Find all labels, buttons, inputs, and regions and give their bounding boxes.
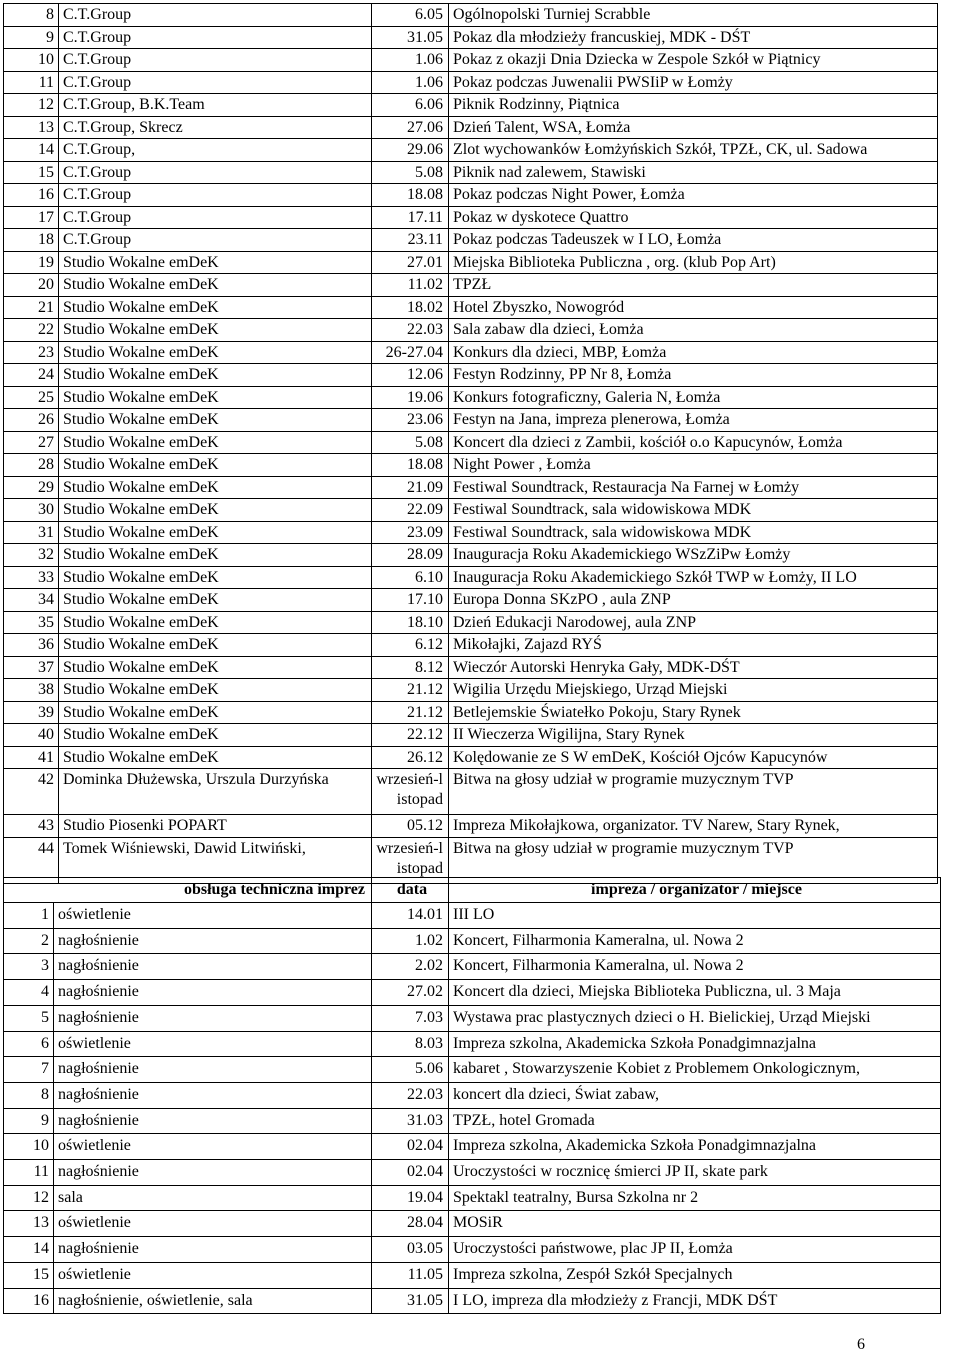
service-cell: nagłośnienie xyxy=(54,1108,372,1134)
row-number: 20 xyxy=(4,274,59,297)
row-number: 42 xyxy=(4,769,59,815)
performer-cell: Studio Wokalne emDeK xyxy=(59,679,372,702)
table-row xyxy=(4,544,938,567)
row-number: 17 xyxy=(4,206,59,229)
performer-cell: Studio Piosenki POPART xyxy=(59,815,372,838)
date-cell: 27.01 xyxy=(372,251,449,274)
service-cell: nagłośnienie xyxy=(54,1237,372,1263)
table-row xyxy=(4,386,938,409)
performer-cell: Studio Wokalne emDeK xyxy=(59,319,372,342)
event-cell: Spektakl teatralny, Bursa Szkolna nr 2 xyxy=(449,1185,941,1211)
row-number: 39 xyxy=(4,701,59,724)
row-number: 33 xyxy=(4,566,59,589)
row-number: 23 xyxy=(4,341,59,364)
performer-cell: Studio Wokalne emDeK xyxy=(59,476,372,499)
date-cell: 11.02 xyxy=(372,274,449,297)
event-cell: Pokaz podczas Tadeuszek w I LO, Łomża xyxy=(449,229,938,252)
event-cell: Europa Donna SKzPO , aula ZNP xyxy=(449,589,938,612)
event-cell: Uroczystości w rocznicę śmierci JP II, skate park xyxy=(449,1160,941,1186)
row-number: 14 xyxy=(4,139,59,162)
date-cell: 18.10 xyxy=(372,611,449,634)
row-number: 44 xyxy=(4,837,59,883)
row-number: 14 xyxy=(4,1237,54,1263)
date-cell: 6.06 xyxy=(372,94,449,117)
event-cell: Piknik Rodzinny, Piątnica xyxy=(449,94,938,117)
performer-cell: C.T.Group xyxy=(59,71,372,94)
row-number: 4 xyxy=(4,980,54,1006)
service-cell: nagłośnienie, oświetlenie, sala xyxy=(54,1288,372,1314)
date-cell: 05.12 xyxy=(372,815,449,838)
date-cell: 31.05 xyxy=(372,1288,449,1314)
row-number: 38 xyxy=(4,679,59,702)
performer-cell: C.T.Group xyxy=(59,229,372,252)
technical-services-table xyxy=(3,877,941,1314)
date-cell: 29.06 xyxy=(372,139,449,162)
row-number: 15 xyxy=(4,1262,54,1288)
performer-cell: Studio Wokalne emDeK xyxy=(59,431,372,454)
date-cell: 03.05 xyxy=(372,1237,449,1263)
table-row xyxy=(4,701,938,724)
performer-cell: C.T.Group xyxy=(59,184,372,207)
row-number: 11 xyxy=(4,71,59,94)
performer-cell: Studio Wokalne emDeK xyxy=(59,386,372,409)
row-number: 9 xyxy=(4,1108,54,1134)
event-cell: Night Power , Łomża xyxy=(449,454,938,477)
performer-cell: Studio Wokalne emDeK xyxy=(59,409,372,432)
date-cell: 17.10 xyxy=(372,589,449,612)
date-cell: wrzesień-l istopad xyxy=(372,769,449,815)
table-row xyxy=(4,1108,941,1134)
date-cell: 6.12 xyxy=(372,634,449,657)
performer-cell: Studio Wokalne emDeK xyxy=(59,589,372,612)
table-row xyxy=(4,656,938,679)
performer-cell: Studio Wokalne emDeK xyxy=(59,656,372,679)
date-cell: 31.05 xyxy=(372,26,449,49)
performer-cell: Tomek Wiśniewski, Dawid Litwiński, xyxy=(59,837,372,883)
date-cell: 18.08 xyxy=(372,184,449,207)
table-row xyxy=(4,634,938,657)
date-cell: 18.08 xyxy=(372,454,449,477)
event-cell: Betlejemskie Światełko Pokoju, Stary Rynek xyxy=(449,701,938,724)
row-number: 8 xyxy=(4,1082,54,1108)
event-cell: Festiwal Soundtrack, Restauracja Na Farnej w Łomży xyxy=(449,476,938,499)
event-cell: Impreza szkolna, Akademicka Szkoła Ponadgimnazjalna xyxy=(449,1031,941,1057)
events-table xyxy=(3,3,938,884)
date-cell: 27.02 xyxy=(372,980,449,1006)
row-number: 29 xyxy=(4,476,59,499)
performer-cell: Studio Wokalne emDeK xyxy=(59,364,372,387)
table-row xyxy=(4,566,938,589)
table-row xyxy=(4,1237,941,1263)
service-cell: nagłośnienie xyxy=(54,928,372,954)
row-number: 3 xyxy=(4,954,54,980)
event-cell: Pokaz podczas Juwenalii PWSIiP w Łomży xyxy=(449,71,938,94)
date-cell: 23.11 xyxy=(372,229,449,252)
service-cell: sala xyxy=(54,1185,372,1211)
date-cell: 14.01 xyxy=(372,903,449,929)
table-row xyxy=(4,26,938,49)
event-cell: II Wieczerza Wigilijna, Stary Rynek xyxy=(449,724,938,747)
event-cell: Impreza szkolna, Akademicka Szkoła Ponadgimnazjalna xyxy=(449,1134,941,1160)
header-service: obsługa techniczna imprez xyxy=(4,878,372,903)
row-number: 43 xyxy=(4,815,59,838)
table-row xyxy=(4,319,938,342)
table-row xyxy=(4,71,938,94)
event-cell: Kolędowanie ze S W emDeK, Kościół Ojców Kapucynów xyxy=(449,746,938,769)
row-number: 12 xyxy=(4,1185,54,1211)
row-number: 2 xyxy=(4,928,54,954)
service-cell: nagłośnienie xyxy=(54,954,372,980)
event-cell: Pokaz dla młodzieży francuskiej, MDK - DŚT xyxy=(449,26,938,49)
event-cell: Pokaz z okazji Dnia Dziecka w Zespole Szkół w Piątnicy xyxy=(449,49,938,72)
row-number: 27 xyxy=(4,431,59,454)
row-number: 11 xyxy=(4,1160,54,1186)
event-cell: Bitwa na głosy udział w programie muzycznym TVP xyxy=(449,769,938,815)
date-cell: 1.06 xyxy=(372,49,449,72)
row-number: 12 xyxy=(4,94,59,117)
event-cell: TPZŁ, hotel Gromada xyxy=(449,1108,941,1134)
table-row xyxy=(4,521,938,544)
performer-cell: C.T.Group xyxy=(59,49,372,72)
performer-cell: Studio Wokalne emDeK xyxy=(59,544,372,567)
service-cell: oświetlenie xyxy=(54,1262,372,1288)
event-cell: kabaret , Stowarzyszenie Kobiet z Problemem Onkologicznym, xyxy=(449,1057,941,1083)
event-cell: Koncert, Filharmonia Kameralna, ul. Nowa 2 xyxy=(449,954,941,980)
table-row xyxy=(4,1262,941,1288)
row-number: 28 xyxy=(4,454,59,477)
event-cell: Festyn Rodzinny, PP Nr 8, Łomża xyxy=(449,364,938,387)
date-cell: 02.04 xyxy=(372,1160,449,1186)
event-cell: Mikołajki, Zajazd RYŚ xyxy=(449,634,938,657)
date-cell: 1.06 xyxy=(372,71,449,94)
row-number: 21 xyxy=(4,296,59,319)
date-cell: 28.04 xyxy=(372,1211,449,1237)
performer-cell: C.T.Group, B.K.Team xyxy=(59,94,372,117)
table-row xyxy=(4,161,938,184)
date-cell: 26.12 xyxy=(372,746,449,769)
event-cell: Koncert dla dzieci, Miejska Biblioteka Publiczna, ul. 3 Maja xyxy=(449,980,941,1006)
performer-cell: C.T.Group xyxy=(59,206,372,229)
table-row xyxy=(4,49,938,72)
date-cell: 6.05 xyxy=(372,4,449,27)
event-cell: Wystawa prac plastycznych dzieci o H. Bielickiej, Urząd Miejski xyxy=(449,1005,941,1031)
date-cell: 21.12 xyxy=(372,679,449,702)
table-row xyxy=(4,1031,941,1057)
table-row xyxy=(4,4,938,27)
row-number: 6 xyxy=(4,1031,54,1057)
table-row xyxy=(4,1082,941,1108)
row-number: 7 xyxy=(4,1057,54,1083)
event-cell: Piknik nad zalewem, Stawiski xyxy=(449,161,938,184)
row-number: 22 xyxy=(4,319,59,342)
date-cell: 7.03 xyxy=(372,1005,449,1031)
date-cell: 2.02 xyxy=(372,954,449,980)
performer-cell: C.T.Group xyxy=(59,161,372,184)
service-cell: nagłośnienie xyxy=(54,980,372,1006)
event-cell: Dzień Edukacji Narodowej, aula ZNP xyxy=(449,611,938,634)
performer-cell: Studio Wokalne emDeK xyxy=(59,251,372,274)
table-row xyxy=(4,1211,941,1237)
event-cell: Festyn na Jana, impreza plenerowa, Łomża xyxy=(449,409,938,432)
service-cell: nagłośnienie xyxy=(54,1057,372,1083)
row-number: 13 xyxy=(4,1211,54,1237)
row-number: 30 xyxy=(4,499,59,522)
performer-cell: C.T.Group, Skrecz xyxy=(59,116,372,139)
service-cell: nagłośnienie xyxy=(54,1082,372,1108)
header-date: data xyxy=(372,878,449,903)
row-number: 18 xyxy=(4,229,59,252)
table-row xyxy=(4,116,938,139)
date-cell: 02.04 xyxy=(372,1134,449,1160)
row-number: 9 xyxy=(4,26,59,49)
event-cell: I LO, impreza dla młodzieży z Francji, MDK DŚT xyxy=(449,1288,941,1314)
date-cell: 21.09 xyxy=(372,476,449,499)
performer-cell: Studio Wokalne emDeK xyxy=(59,611,372,634)
date-cell: 11.05 xyxy=(372,1262,449,1288)
date-cell: 23.09 xyxy=(372,521,449,544)
performer-cell: Studio Wokalne emDeK xyxy=(59,296,372,319)
row-number: 13 xyxy=(4,116,59,139)
date-cell: 1.02 xyxy=(372,928,449,954)
date-cell: 26-27.04 xyxy=(372,341,449,364)
event-cell: Festiwal Soundtrack, sala widowiskowa MDK xyxy=(449,499,938,522)
event-cell: Ogólnopolski Turniej Scrabble xyxy=(449,4,938,27)
date-cell: 22.09 xyxy=(372,499,449,522)
event-cell: Sala zabaw dla dzieci, Łomża xyxy=(449,319,938,342)
table-row xyxy=(4,431,938,454)
performer-cell: Studio Wokalne emDeK xyxy=(59,341,372,364)
date-cell: 8.03 xyxy=(372,1031,449,1057)
row-number: 31 xyxy=(4,521,59,544)
event-cell: Wigilia Urzędu Miejskiego, Urząd Miejski xyxy=(449,679,938,702)
date-cell: 8.12 xyxy=(372,656,449,679)
row-number: 10 xyxy=(4,1134,54,1160)
event-cell: Impreza Mikołajkowa, organizator. TV Narew, Stary Rynek, xyxy=(449,815,938,838)
table-row xyxy=(4,1005,941,1031)
table-row xyxy=(4,679,938,702)
performer-cell: Studio Wokalne emDeK xyxy=(59,274,372,297)
row-number: 1 xyxy=(4,903,54,929)
date-cell: 23.06 xyxy=(372,409,449,432)
event-cell: TPZŁ xyxy=(449,274,938,297)
table-row xyxy=(4,296,938,319)
event-cell: koncert dla dzieci, Świat zabaw, xyxy=(449,1082,941,1108)
row-number: 8 xyxy=(4,4,59,27)
table-row xyxy=(4,1185,941,1211)
date-cell: 5.08 xyxy=(372,431,449,454)
table-row xyxy=(4,1057,941,1083)
table-row xyxy=(4,94,938,117)
event-cell: Pokaz podczas Night Power, Łomża xyxy=(449,184,938,207)
performer-cell: Studio Wokalne emDeK xyxy=(59,566,372,589)
event-cell: Impreza szkolna, Zespół Szkół Specjalnych xyxy=(449,1262,941,1288)
date-cell: 22.12 xyxy=(372,724,449,747)
table-row xyxy=(4,251,938,274)
service-cell: oświetlenie xyxy=(54,1134,372,1160)
performer-cell: Studio Wokalne emDeK xyxy=(59,454,372,477)
table-row xyxy=(4,1288,941,1314)
table-row xyxy=(4,499,938,522)
page-number: 6 xyxy=(857,1336,865,1353)
table-row xyxy=(4,274,938,297)
date-cell: 21.12 xyxy=(372,701,449,724)
service-cell: nagłośnienie xyxy=(54,1160,372,1186)
event-cell: Bitwa na głosy udział w programie muzycznym TVP xyxy=(449,837,938,883)
table-row xyxy=(4,184,938,207)
row-number: 10 xyxy=(4,49,59,72)
row-number: 16 xyxy=(4,1288,54,1314)
row-number: 35 xyxy=(4,611,59,634)
date-cell: 31.03 xyxy=(372,1108,449,1134)
event-cell: MOSiR xyxy=(449,1211,941,1237)
event-cell: Zlot wychowanków Łomżyńskich Szkół, TPZŁ, CK, ul. Sadowa xyxy=(449,139,938,162)
performer-cell: Studio Wokalne emDeK xyxy=(59,724,372,747)
table-row xyxy=(4,769,938,815)
event-cell: Konkurs dla dzieci, MBP, Łomża xyxy=(449,341,938,364)
service-cell: oświetlenie xyxy=(54,1031,372,1057)
table-row xyxy=(4,1134,941,1160)
performer-cell: C.T.Group, xyxy=(59,139,372,162)
table-row xyxy=(4,980,941,1006)
table-row xyxy=(4,229,938,252)
table-row xyxy=(4,928,941,954)
event-cell: Festiwal Soundtrack, sala widowiskowa MDK xyxy=(449,521,938,544)
date-cell: 17.11 xyxy=(372,206,449,229)
event-cell: Koncert, Filharmonia Kameralna, ul. Nowa 2 xyxy=(449,928,941,954)
service-cell: oświetlenie xyxy=(54,1211,372,1237)
date-cell: 22.03 xyxy=(372,1082,449,1108)
event-cell: Uroczystości państwowe, plac JP II, Łomża xyxy=(449,1237,941,1263)
row-number: 15 xyxy=(4,161,59,184)
date-cell: 5.06 xyxy=(372,1057,449,1083)
event-cell: Wieczór Autorski Henryka Gały, MDK-DŚT xyxy=(449,656,938,679)
table-row xyxy=(4,954,941,980)
table-row xyxy=(4,454,938,477)
performer-cell: Studio Wokalne emDeK xyxy=(59,521,372,544)
event-cell: III LO xyxy=(449,903,941,929)
date-cell: 19.06 xyxy=(372,386,449,409)
performer-cell: Studio Wokalne emDeK xyxy=(59,746,372,769)
table-row xyxy=(4,364,938,387)
date-cell: 27.06 xyxy=(372,116,449,139)
row-number: 24 xyxy=(4,364,59,387)
performer-cell: Dominka Dłużewska, Urszula Durzyńska xyxy=(59,769,372,815)
date-cell: 28.09 xyxy=(372,544,449,567)
event-cell: Hotel Zbyszko, Nowogród xyxy=(449,296,938,319)
table-row xyxy=(4,589,938,612)
table-row xyxy=(4,409,938,432)
table-row xyxy=(4,476,938,499)
event-cell: Dzień Talent, WSA, Łomża xyxy=(449,116,938,139)
table-row xyxy=(4,611,938,634)
table-row xyxy=(4,724,938,747)
table-row xyxy=(4,341,938,364)
technical-header-row xyxy=(4,878,941,903)
row-number: 19 xyxy=(4,251,59,274)
row-number: 25 xyxy=(4,386,59,409)
row-number: 40 xyxy=(4,724,59,747)
date-cell: 19.04 xyxy=(372,1185,449,1211)
table-row xyxy=(4,139,938,162)
performer-cell: Studio Wokalne emDeK xyxy=(59,634,372,657)
row-number: 16 xyxy=(4,184,59,207)
performer-cell: Studio Wokalne emDeK xyxy=(59,499,372,522)
performer-cell: C.T.Group xyxy=(59,4,372,27)
performer-cell: Studio Wokalne emDeK xyxy=(59,701,372,724)
performer-cell: C.T.Group xyxy=(59,26,372,49)
table-row xyxy=(4,746,938,769)
table-row xyxy=(4,206,938,229)
row-number: 34 xyxy=(4,589,59,612)
event-cell: Miejska Biblioteka Publiczna , org. (klub Pop Art) xyxy=(449,251,938,274)
table-row xyxy=(4,815,938,838)
row-number: 41 xyxy=(4,746,59,769)
service-cell: nagłośnienie xyxy=(54,1005,372,1031)
event-cell: Konkurs fotograficzny, Galeria N, Łomża xyxy=(449,386,938,409)
header-event: impreza / organizator / miejsce xyxy=(449,878,941,903)
date-cell: wrzesień-l istopad xyxy=(372,837,449,883)
event-cell: Inauguracja Roku Akademickiego Szkół TWP w Łomży, II LO xyxy=(449,566,938,589)
service-cell: oświetlenie xyxy=(54,903,372,929)
row-number: 36 xyxy=(4,634,59,657)
date-cell: 6.10 xyxy=(372,566,449,589)
table-row xyxy=(4,903,941,929)
date-cell: 5.08 xyxy=(372,161,449,184)
event-cell: Inauguracja Roku Akademickiego WSzZiPw Łomży xyxy=(449,544,938,567)
date-cell: 12.06 xyxy=(372,364,449,387)
row-number: 26 xyxy=(4,409,59,432)
date-cell: 22.03 xyxy=(372,319,449,342)
row-number: 5 xyxy=(4,1005,54,1031)
table-row xyxy=(4,1160,941,1186)
event-cell: Pokaz w dyskotece Quattro xyxy=(449,206,938,229)
date-cell: 18.02 xyxy=(372,296,449,319)
row-number: 32 xyxy=(4,544,59,567)
row-number: 37 xyxy=(4,656,59,679)
event-cell: Koncert dla dzieci z Zambii, kościół o.o Kapucynów, Łomża xyxy=(449,431,938,454)
